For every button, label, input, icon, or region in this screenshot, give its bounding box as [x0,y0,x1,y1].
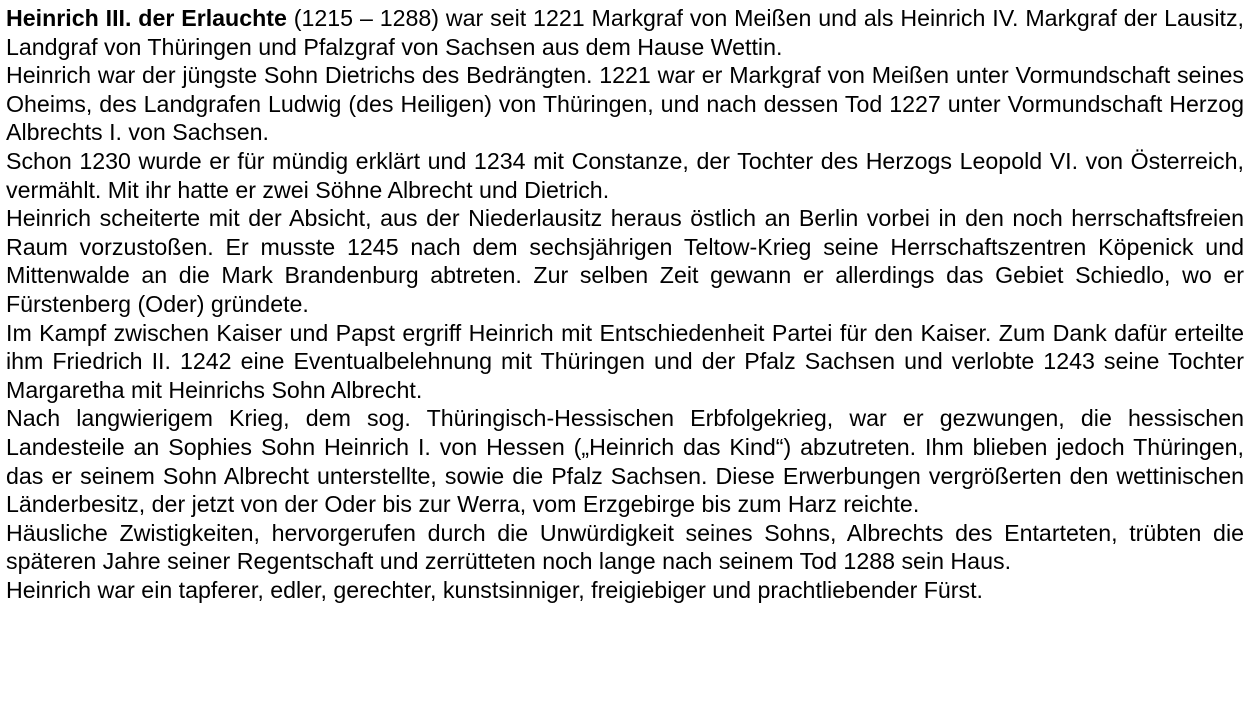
paragraph-family-strife: Häusliche Zwistigkeiten, hervorgerufen durch die Unwürdigkeit seines Sohns, Albrechts des Entarteten, trübten die späteren Jahre seiner Regentschaft und zerrütteten noch lange nach seinem Tod 1288 sein Haus. [6,519,1244,575]
paragraph-emperor: Im Kampf zwischen Kaiser und Papst ergriff Heinrich mit Entschiedenheit Partei für den Kaiser. Zum Dank dafür erteilte ihm Friedrich II. 1242 eine Eventualbelehnung mit Thüringen und der Pfalz Sachsen und verlobte 1243 seine Tochter Margaretha mit Heinrichs Sohn Albrecht. [6,319,1244,403]
paragraph-intro [6,4,1244,61]
person-name: Heinrich III. der Erlauchte [6,5,287,31]
paragraph-succession-war: Nach langwierigem Krieg, dem sog. Thüringisch-Hessischen Erbfolgekrieg, war er gezwungen, die hessischen Landesteile an Sophies Sohn Heinrich I. von Hessen („Heinrich das Kind“) abzutreten. Ihm blieben jedoch Thüringen, das er seinem Sohn Albrecht unterstellte, sowie die Pfalz Sachsen. Diese Erwerbungen vergrößerten den wettinischen Länderbesitz, der jetzt von der Oder bis zur Werra, vom Erzgebirge bis zum Harz reichte. [6,405,1244,518]
paragraph-youth: Heinrich war der jüngste Sohn Dietrichs des Bedrängten. 1221 war er Markgraf von Meißen unter Vormundschaft seines Oheims, des Landgrafen Ludwig (des Heiligen) von Thüringen, und nach dessen Tod 1227 unter Vormundschaft Herzog Albrechts I. von Sachsen. [6,62,1244,146]
paragraph-marriage: Schon 1230 wurde er für mündig erklärt und 1234 mit Constanze, der Tochter des Herzogs Leopold VI. von Österreich, vermählt. Mit ihr hatte er zwei Söhne Albrecht und Dietrich. [6,147,1244,203]
paragraph-teltow-war: Heinrich scheiterte mit der Absicht, aus der Niederlausitz heraus östlich an Berlin vorbei in den noch herrschaftsfreien Raum vorzustoßen. Er musste 1245 nach dem sechsjährigen Teltow-Krieg seine Herrschaftszentren Köpenick und Mittenwalde an die Mark Brandenburg abtreten. Zur selben Zeit gewann er allerdings das Gebiet Schiedlo, wo er Fürstenberg (Oder) gründete. [6,205,1244,317]
paragraph-intro-text: (1215 – 1288) war seit 1221 Markgraf von Meißen und als Heinrich IV. Markgraf der Lausitz, Landgraf von Thüringen und Pfalzgraf von Sachsen aus dem Hause Wettin. [6,5,1244,60]
paragraph-character: Heinrich war ein tapferer, edler, gerechter, kunstsinniger, freigiebiger und prachtliebender Fürst. [6,576,983,603]
